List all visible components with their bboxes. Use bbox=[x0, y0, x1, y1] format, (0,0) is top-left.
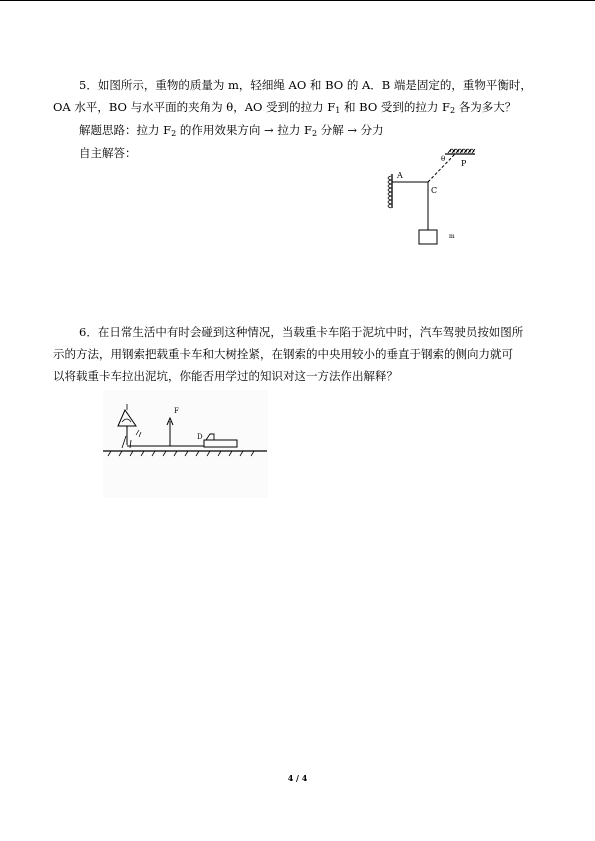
label-theta: θ bbox=[441, 155, 446, 163]
label-a: A bbox=[397, 171, 403, 180]
label-d: D bbox=[197, 433, 203, 441]
q5-hint: 解题思路：拉力 $F_2$ 的作用效果方向 → 拉力 $F_2$ 分解 → 分力 bbox=[79, 123, 384, 138]
q5-answer-label: 自主解答： bbox=[79, 146, 137, 160]
q5-line1: 5．如图所示，重物的质量为 m，轻细绳 AO 和 BO 的 A．B 端是固定的，重物平衡时， bbox=[79, 78, 532, 92]
q6-line3: 以将载重卡车拉出泥坑，你能否用学过的知识对这一方法作出解释？ bbox=[53, 369, 398, 383]
q6-line2: 示的方法，用钢索把载重卡车和大树拴紧，在钢索的中央用较小的垂直于钢索的侧向力就可 bbox=[53, 347, 513, 361]
q5-line2: OA 水平，BO 与水平面的夹角为 θ，AO 受到的拉力 $F_1$ 和 BO 受到的拉力 $F_2$ 各为多大？ bbox=[53, 100, 517, 115]
page-number: 4 / 4 bbox=[287, 773, 308, 783]
q5-figure bbox=[375, 140, 495, 250]
header-rule bbox=[0, 0, 595, 1]
q6-figure bbox=[100, 390, 270, 500]
label-m: m bbox=[449, 233, 455, 240]
q6-line1: 6．在日常生活中有时会碰到这种情况，当载重卡车陷于泥坑中时，汽车驾驶员按如图所 bbox=[79, 325, 524, 339]
label-p: P bbox=[461, 159, 467, 168]
label-f: F bbox=[174, 407, 179, 415]
label-c: C bbox=[431, 186, 438, 195]
